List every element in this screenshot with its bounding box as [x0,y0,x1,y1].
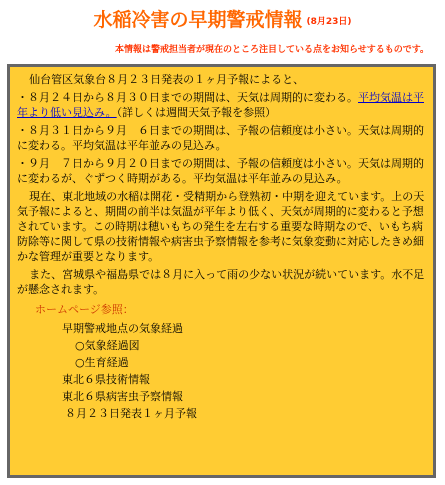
title-text: 水稲冷害の早期警戒情報 [93,9,303,31]
page-title [0,8,445,34]
forecast-period-1-note: （詳しくは週間天気予報を参照） [116,106,277,119]
water-shortage-paragraph: また、宮城県や福島県では８月に入って雨の少ない状況が続いています。水不足が懸念されます。 [17,268,425,296]
link-weather-chart[interactable]: ○気象経過図 [75,339,140,352]
notice-text: 本情報は警戒担当者が現在のところ注目している点をお知らせするものです。 [114,45,429,55]
forecast-period-3: ・９月 ７日から９月２０日までの期間は、予報の信頼度は小さい。天気は周期的に変わるが、ぐずつく時期がある。平均気温は平年並みの見込み。 [17,157,424,185]
homepage-reference-label: ホームページ参照： [35,303,134,316]
forecast-period-1 [17,90,426,120]
title-date: (8月23日) [306,17,352,27]
weekly-forecast-link[interactable]: 平均気温は平年より低い見込み。 [17,91,424,119]
link-tohoku-tech-info[interactable]: 東北６県技術情報 [62,373,150,386]
link-growth-history[interactable]: ○生育経過 [75,356,129,369]
reference-links [17,320,426,422]
forecast-period-1-text: ・８月２４日から８月３０日までの期間は、天気は周期的に変わる。 [17,91,358,104]
status-paragraph: 現在、東北地域の水稲は開花・受精期から登熟初・中期を迎えています。上の天気予報によると、期間の前半は気温が平年より低く、天気が周期的に変わると予想されています。この時期は穂いもちの発生を左右する重要な時期なので、いもち病防除等に関して県の技術情報や病害虫予察情報を参考に気象変動に対応したきめ細かな管理が重要となります。 [17,190,425,263]
info-box [7,64,436,478]
link-monthly-forecast[interactable]: ８月２３日発表１ヶ月予報 [65,407,197,420]
intro-paragraph: 仙台管区気象台８月２３日発表の１ヶ月予報によると、 [29,73,305,86]
link-tohoku-pest-forecast[interactable]: 東北６県病害虫予察情報 [62,390,183,403]
forecast-period-2: ・８月３１日から９月 ６日までの期間は、予報の信頼度は小さい。天気は周期的に変わる。平均気温は平年並みの見込み。 [17,124,424,152]
link-weather-history[interactable]: 早期警戒地点の気象経過 [62,322,183,335]
